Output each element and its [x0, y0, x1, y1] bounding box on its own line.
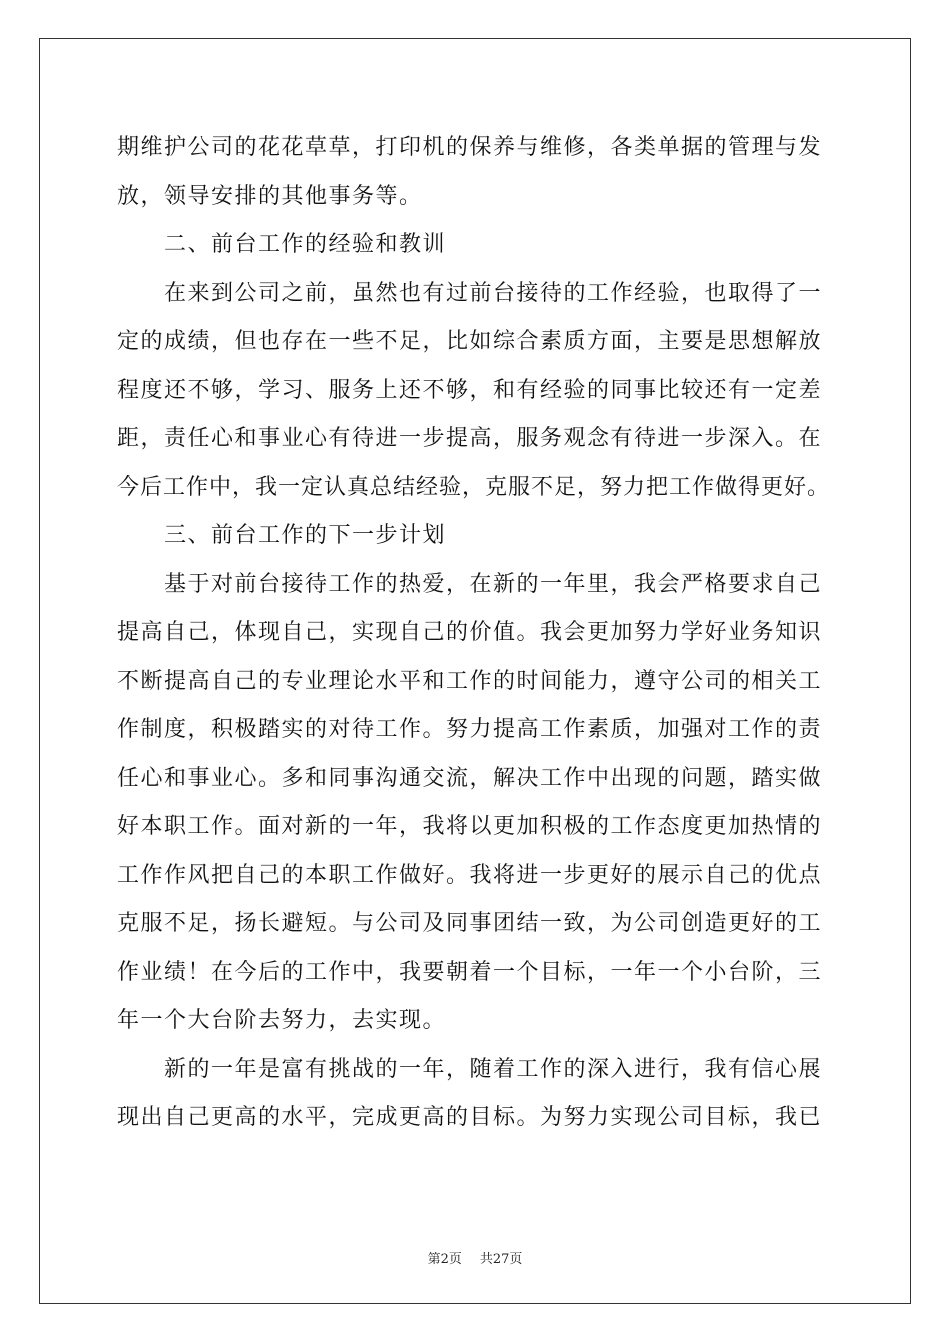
section-heading: 三、前台工作的下一步计划 — [164, 523, 447, 548]
text-line: 任心和事业心。多和同事沟通交流，解决工作中出现的问题，踏实做 — [117, 765, 823, 791]
text-line: 基于对前台接待工作的热爱，在新的一年里，我会严格要求自己 — [164, 571, 823, 597]
text-line: 期维护公司的花花草草，打印机的保养与维修，各类单据的管理与发 — [117, 135, 823, 160]
page-number: 第2页 — [427, 1252, 462, 1267]
text-line: 克服不足，扬长避短。与公司及同事团结一致，为公司创造更好的工 — [117, 911, 823, 936]
text-line: 放，领导安排的其他事务等。 — [117, 183, 423, 209]
text-line: 作业绩！在今后的工作中，我要朝着一个目标，一年一个小台阶，三 — [117, 959, 823, 985]
text-line: 定的成绩，但也存在一些不足，比如综合素质方面，主要是思想解放 — [117, 329, 823, 354]
text-line: 好本职工作。面对新的一年，我将以更加积极的工作态度更加热情的 — [117, 814, 823, 839]
text-line: 现出自己更高的水平，完成更高的目标。为努力实现公司目标，我已 — [117, 1105, 823, 1130]
page-footer — [0, 1248, 950, 1267]
text-line: 作制度，积极踏实的对待工作。努力提高工作素质，加强对工作的责 — [117, 717, 823, 742]
page-total: 共27页 — [479, 1252, 523, 1267]
text-line: 在来到公司之前，虽然也有过前台接待的工作经验，也取得了一 — [164, 280, 823, 306]
text-line: 工作作风把自己的本职工作做好。我将进一步更好的展示自己的优点 — [117, 862, 823, 888]
text-line: 不断提高自己的专业理论水平和工作的时间能力，遵守公司的相关工 — [117, 668, 823, 694]
text-line: 年一个大台阶去努力，去实现。 — [117, 1008, 447, 1033]
text-line: 今后工作中，我一定认真总结经验，克服不足，努力把工作做得更好。 — [117, 474, 831, 500]
text-line: 距，责任心和事业心有待进一步提高，服务观念有待进一步深入。在 — [117, 426, 823, 451]
document-body — [117, 124, 835, 1143]
section-heading: 二、前台工作的经验和教训 — [164, 232, 447, 257]
text-line: 提高自己，体现自己，实现自己的价值。我会更加努力学好业务知识 — [117, 620, 823, 645]
text-line: 程度还不够，学习、服务上还不够，和有经验的同事比较还有一定差 — [117, 377, 823, 403]
text-line: 新的一年是富有挑战的一年，随着工作的深入进行，我有信心展 — [164, 1056, 823, 1082]
